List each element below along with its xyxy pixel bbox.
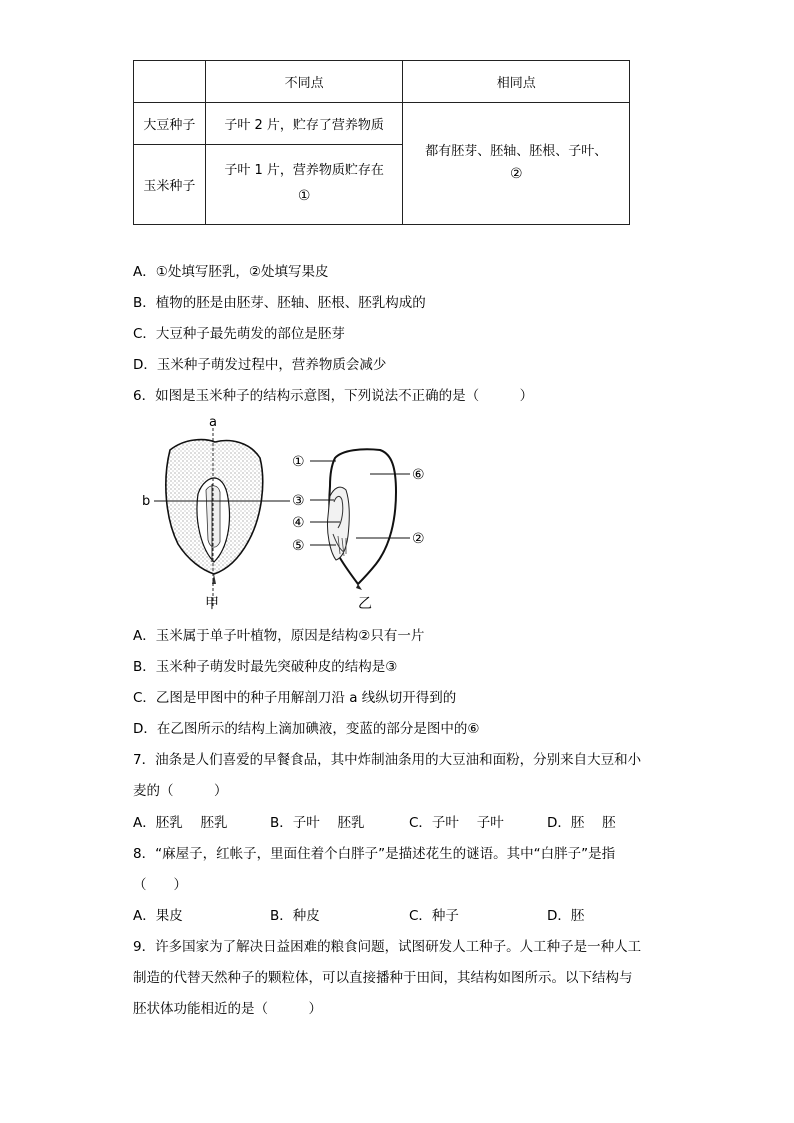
q5-option-d: D．玉米种子萌发过程中，营养物质会减少 <box>133 357 387 373</box>
q8-options <box>133 906 584 926</box>
q8-stem-line1: 8．“麻屋子，红帐子，里面住着个白胖子”是描述花生的谜语。其中“白胖子”是指 <box>133 846 616 862</box>
label-yi: 乙 <box>358 596 372 612</box>
label-1: ① <box>292 454 305 470</box>
q9-line1: 9．许多国家为了解决日益困难的粮食问题，试图研发人工种子。人工种子是一种人工 <box>133 939 642 955</box>
same-points-mark: ② <box>509 165 523 182</box>
label-a: a <box>209 415 217 430</box>
row-label-corn: 玉米种子 <box>134 145 206 225</box>
q8-option-b: B．种皮 <box>270 908 320 924</box>
label-6: ⑥ <box>412 467 425 483</box>
q6-stem: 6．如图是玉米种子的结构示意图，下列说法不正确的是（ ） <box>133 388 534 404</box>
q5-option-c: C．大豆种子最先萌发的部位是胚芽 <box>133 326 345 342</box>
q8-option-d: D．胚 <box>547 908 585 924</box>
row-label-soybean: 大豆种子 <box>134 103 206 145</box>
label-2: ② <box>412 531 425 547</box>
corn-diff-mark: ① <box>297 187 311 204</box>
q6-option-d: D．在乙图所示的结构上滴加碘液，变蓝的部分是图中的⑥ <box>133 721 480 737</box>
q7-option-d: D．胚 胚 <box>547 815 616 831</box>
label-3: ③ <box>292 493 305 509</box>
q6-option-c: C．乙图是甲图中的种子用解剖刀沿 a 线纵切开得到的 <box>133 690 457 706</box>
label-4: ④ <box>292 515 305 531</box>
q8-option-c: C．种子 <box>409 908 459 924</box>
label-5: ⑤ <box>292 538 305 554</box>
table-row <box>134 103 630 145</box>
q9-line3: 胚状体功能相近的是（ ） <box>133 1001 322 1017</box>
comparison-table <box>133 60 630 225</box>
q7-options <box>133 813 616 833</box>
soybean-diff-cell: 子叶 2 片，贮存了营养物质 <box>205 103 403 145</box>
corn-diff-cell <box>205 145 403 225</box>
corn-seed-figure <box>130 412 450 617</box>
seed-yi-drawing <box>327 449 396 590</box>
label-jia: 甲 <box>205 596 219 612</box>
q5-option-b: B．植物的胚是由胚芽、胚轴、胚根、胚乳构成的 <box>133 295 426 311</box>
q9-line2: 制造的代替天然种子的颗粒体，可以直接播种于田间，其结构如图所示。以下结构与 <box>133 970 633 986</box>
q6-option-b: B．玉米种子萌发时最先突破种皮的结构是③ <box>133 659 398 675</box>
q5-option-a: A．①处填写胚乳，②处填写果皮 <box>133 264 329 280</box>
q7-stem-line2: 麦的（ ） <box>133 783 228 799</box>
q6-option-a: A．玉米属于单子叶植物，原因是结构②只有一片 <box>133 628 425 644</box>
q7-stem-line1: 7．油条是人们喜爱的早餐食品，其中炸制油条用的大豆油和面粉，分别来自大豆和小 <box>133 752 642 768</box>
q8-stem-line2: （ ） <box>133 877 187 893</box>
label-b: b <box>142 494 151 509</box>
q7-option-a: A．胚乳 胚乳 <box>133 815 228 831</box>
same-points-cell <box>403 103 630 225</box>
q7-option-c: C．子叶 子叶 <box>409 815 504 831</box>
table-header-diff: 不同点 <box>205 61 403 103</box>
q7-option-b: B．子叶 胚乳 <box>270 815 365 831</box>
seed-jia-drawing <box>166 440 263 584</box>
table-header-row <box>134 61 630 103</box>
corn-diff-text: 子叶 1 片，营养物质贮存在 <box>224 162 384 178</box>
same-points-text: 都有胚芽、胚轴、胚根、子叶、 <box>425 143 608 159</box>
table-header-empty <box>134 61 206 103</box>
q8-option-a: A．果皮 <box>133 908 183 924</box>
table-header-same: 相同点 <box>403 61 630 103</box>
